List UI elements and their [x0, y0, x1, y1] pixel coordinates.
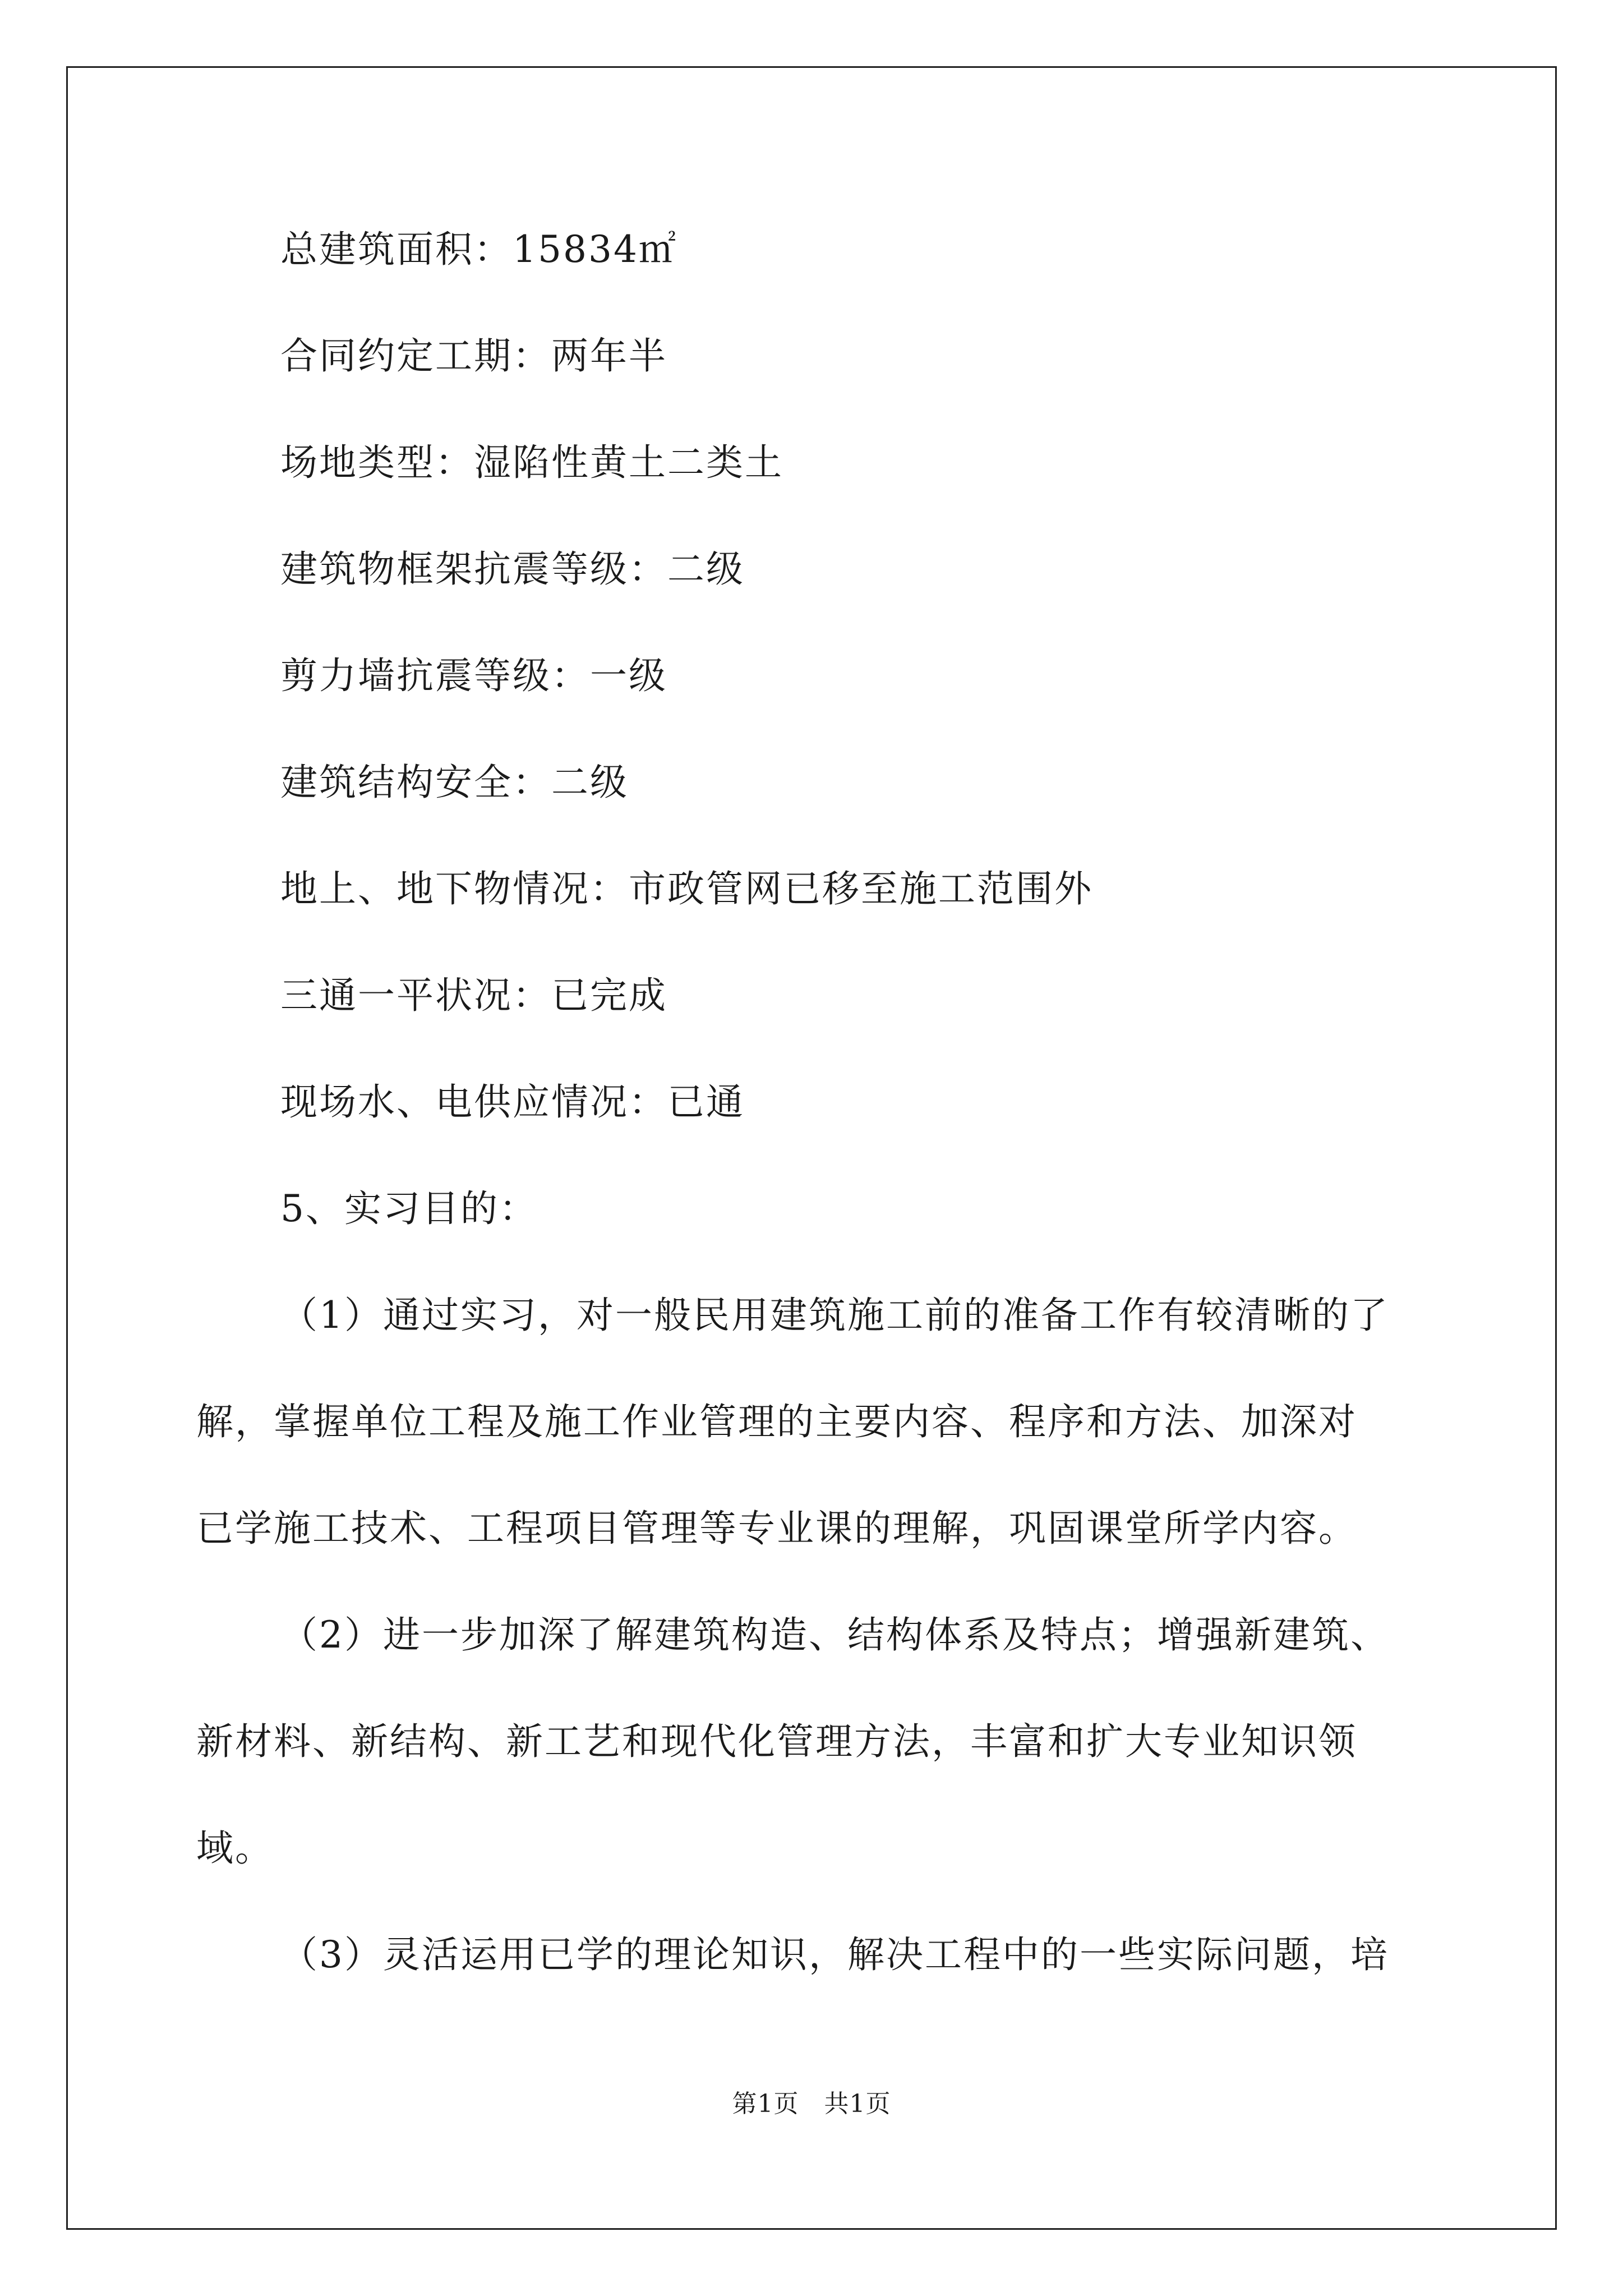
page-number-footer: 第1页 共1页 [732, 2090, 891, 2118]
info-site-type: 场地类型：湿陷性黄土二类土 [280, 441, 783, 484]
info-total-area: 总建筑面积：15834㎡ [280, 228, 677, 271]
paragraph-2-line-2: 新材料、新结构、新工艺和现代化管理方法，丰富和扩大专业知识领 [196, 1720, 1357, 1763]
section-heading: 5、实习目的： [280, 1187, 538, 1230]
paragraph-2-line-1: （2）进一步加深了解建筑构造、结构体系及特点；增强新建筑、 [280, 1613, 1389, 1657]
info-site-preparation: 三通一平状况：已完成 [280, 974, 667, 1017]
info-structure-safety: 建筑结构安全：二级 [280, 761, 629, 804]
paragraph-1-line-1: （1）通过实习，对一般民用建筑施工前的准备工作有较清晰的了 [280, 1294, 1389, 1337]
info-frame-seismic-grade: 建筑物框架抗震等级：二级 [280, 547, 745, 591]
paragraph-3-line-1: （3）灵活运用已学的理论知识，解决工程中的一些实际问题，培 [280, 1933, 1389, 1976]
info-shear-wall-seismic-grade: 剪力墙抗震等级：一级 [280, 654, 667, 697]
paragraph-2-line-3: 域。 [196, 1826, 274, 1870]
paragraph-1-line-2: 解，掌握单位工程及施工作业管理的主要内容、程序和方法、加深对 [196, 1400, 1357, 1443]
paragraph-1-line-3: 已学施工技术、工程项目管理等专业课的理解，巩固课堂所学内容。 [196, 1507, 1357, 1550]
info-underground-objects: 地上、地下物情况：市政管网已移至施工范围外 [280, 867, 1093, 910]
info-water-power-supply: 现场水、电供应情况：已通 [280, 1080, 745, 1124]
info-contract-period: 合同约定工期：两年半 [280, 334, 667, 378]
